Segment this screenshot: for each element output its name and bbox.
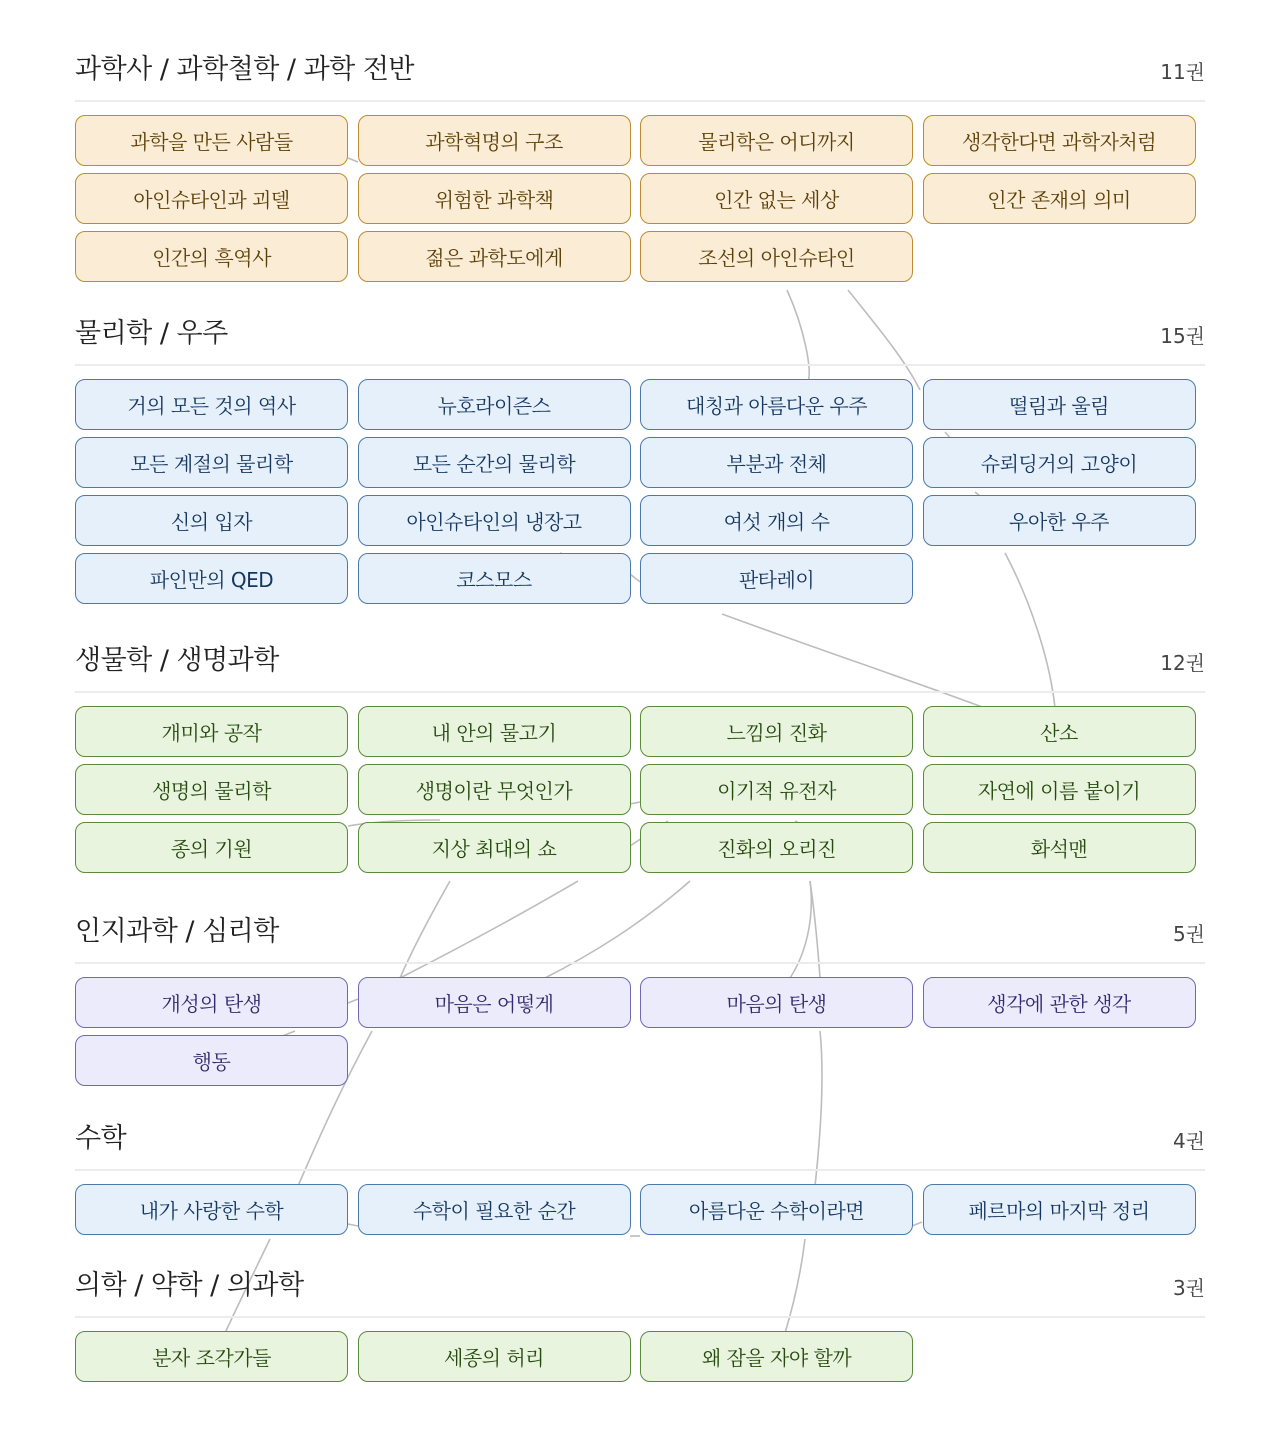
book-card[interactable]: 신의 입자 [75,495,348,546]
section-header [75,1124,1205,1171]
book-card[interactable]: 페르마의 마지막 정리 [923,1184,1196,1235]
book-card[interactable]: 진화의 오리진 [640,822,913,873]
section-physics [75,318,1205,592]
book-card[interactable]: 인간 없는 세상 [640,173,913,224]
section-header [75,646,1205,693]
book-card[interactable]: 판타레이 [640,553,913,604]
book-card[interactable]: 이기적 유전자 [640,764,913,815]
book-card[interactable]: 생각에 관한 생각 [923,977,1196,1028]
section-title: 의학 / 약학 / 의과학 [75,1270,304,1301]
book-card[interactable]: 우아한 우주 [923,495,1196,546]
book-card[interactable]: 모든 계절의 물리학 [75,437,348,488]
book-grid [75,115,1196,282]
book-card[interactable]: 느낌의 진화 [640,706,913,757]
section-header [75,319,1205,366]
section-header [75,917,1205,964]
book-card[interactable]: 뉴호라이즌스 [358,379,631,430]
section-header [75,1271,1205,1318]
book-card[interactable]: 지상 최대의 쇼 [358,822,631,873]
book-card[interactable]: 생명의 물리학 [75,764,348,815]
section-biology [75,645,1205,861]
book-card[interactable]: 아인슈타인과 괴델 [75,173,348,224]
book-grid [75,1331,1196,1382]
book-grid [75,706,1196,873]
book-card[interactable]: 거의 모든 것의 역사 [75,379,348,430]
book-card[interactable]: 모든 순간의 물리학 [358,437,631,488]
book-card[interactable]: 아름다운 수학이라면 [640,1184,913,1235]
book-card[interactable]: 화석맨 [923,822,1196,873]
section-header [75,55,1205,102]
book-card[interactable]: 행동 [75,1035,348,1086]
book-grid [75,379,1196,604]
book-card[interactable]: 조선의 아인슈타인 [640,231,913,282]
book-grid [75,1184,1196,1235]
book-card[interactable]: 슈뢰딩거의 고양이 [923,437,1196,488]
book-count: 11권 [1160,60,1205,84]
book-card[interactable]: 대칭과 아름다운 우주 [640,379,913,430]
book-card[interactable]: 위험한 과학책 [358,173,631,224]
book-card[interactable]: 아인슈타인의 냉장고 [358,495,631,546]
section-cognitive-science [75,916,1205,1074]
book-card[interactable]: 마음의 탄생 [640,977,913,1028]
book-card[interactable]: 여섯 개의 수 [640,495,913,546]
book-card[interactable]: 수학이 필요한 순간 [358,1184,631,1235]
book-grid [75,977,1196,1086]
book-card[interactable]: 세종의 허리 [358,1331,631,1382]
section-title: 물리학 / 우주 [75,318,228,349]
section-title: 인지과학 / 심리학 [75,916,279,947]
book-card[interactable]: 인간의 흑역사 [75,231,348,282]
section-history [75,54,1205,270]
book-card[interactable]: 개미와 공작 [75,706,348,757]
book-card[interactable]: 왜 잠을 자야 할까 [640,1331,913,1382]
book-card[interactable]: 부분과 전체 [640,437,913,488]
book-card[interactable]: 분자 조각가들 [75,1331,348,1382]
book-count: 15권 [1160,324,1205,348]
book-card[interactable]: 개성의 탄생 [75,977,348,1028]
book-count: 12권 [1160,651,1205,675]
section-title: 수학 [75,1123,127,1154]
section-medicine [75,1270,1205,1370]
book-card[interactable]: 떨림과 울림 [923,379,1196,430]
book-card[interactable]: 과학을 만든 사람들 [75,115,348,166]
book-card[interactable]: 젊은 과학도에게 [358,231,631,282]
book-card[interactable]: 과학혁명의 구조 [358,115,631,166]
book-card[interactable]: 인간 존재의 의미 [923,173,1196,224]
section-math [75,1123,1205,1223]
book-card[interactable]: 코스모스 [358,553,631,604]
book-card[interactable]: 내 안의 물고기 [358,706,631,757]
book-card[interactable]: 파인만의 QED [75,553,348,604]
section-title: 생물학 / 생명과학 [75,645,279,676]
book-card[interactable]: 자연에 이름 붙이기 [923,764,1196,815]
book-card[interactable]: 종의 기원 [75,822,348,873]
book-card[interactable]: 내가 사랑한 수학 [75,1184,348,1235]
book-card[interactable]: 물리학은 어디까지 [640,115,913,166]
book-count: 3권 [1172,1276,1205,1300]
book-card[interactable]: 생각한다면 과학자처럼 [923,115,1196,166]
book-count: 4권 [1172,1129,1205,1153]
book-card[interactable]: 산소 [923,706,1196,757]
book-card[interactable]: 마음은 어떻게 [358,977,631,1028]
book-card[interactable]: 생명이란 무엇인가 [358,764,631,815]
section-title: 과학사 / 과학철학 / 과학 전반 [75,54,415,85]
book-count: 5권 [1172,922,1205,946]
